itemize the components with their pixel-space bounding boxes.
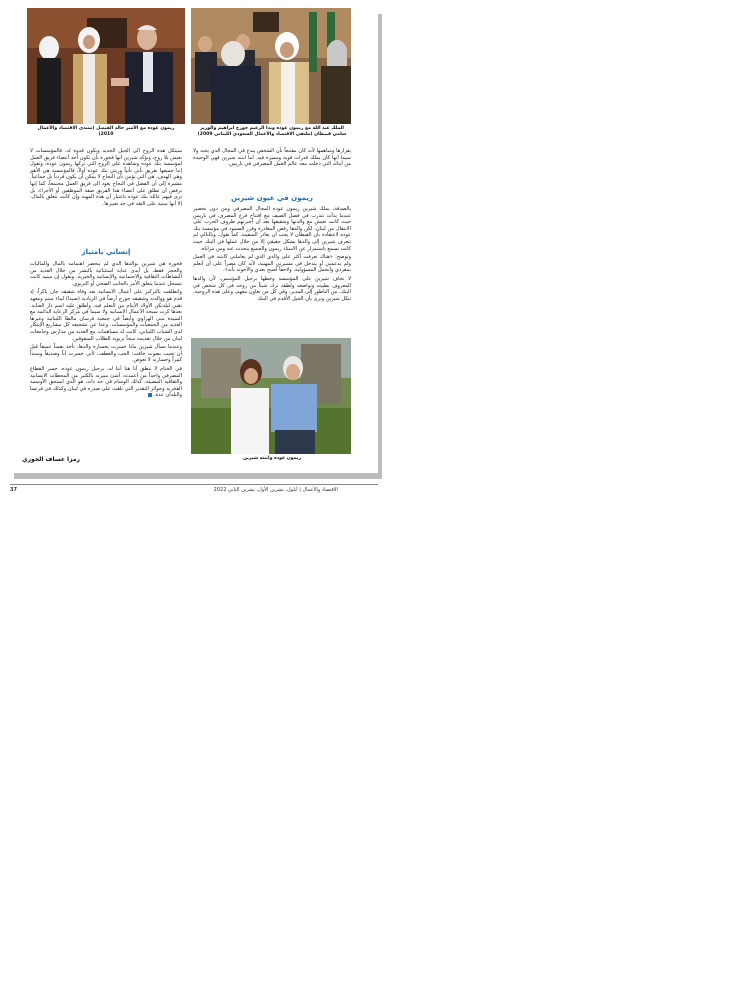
article-paragraph: وتوضح: «هناك تعرفت أكثر على والدي الذي لم يعاملني كابنته في العمل ولم يدعمني أو يتدخل في مسيرتي المهنية، لأنه كان مصراً على أن أتعلم بمفردي وأتحمل المسؤولية، ولاحقاً أصبح بعدي والأخوته بأنه».: [193, 254, 351, 274]
page-footer: [10, 484, 378, 495]
photo-raymond-and-shirin: [191, 338, 351, 454]
article-column-right: [193, 148, 351, 194]
article-paragraph: وانطلقت بالتركيز على أعمال الانسانية بعد وفاة شقيقه جان باكراً، إذ قدم هو ووالدته وشقيقه جورج أرضاً في الزيادية (صيدا) لبناء ميتم ومعهد تقني لبلدتكن الأولاد الأيتام من التعلم فيه، وأطلق عليه اسم دار العناية. بعدها كرت سبحة الأعمال الانسانية ولا سيما في مركز الرعاية الدائمة مع السيدة منى الهراوي وأيضاً في جمعية فرسان مالطا اللبنانية وغيرها العديد من الجمعيات والمؤسسات. وعدا عن تشجيعه كل مشاريع الإبتكار لدى الشباب اللبناني، كانت له مساهمات مع العديد من مدارس وجامعات لبنان من خلال تقديمه منحاً تربوية للطلاب المتفوقين.: [30, 289, 182, 342]
article-paragraph: فخورة هي شيرين بوالدها الذي لم ينحصر اهتمامه بالمال والماليات والحجر فقط، بل أبدى عناية استثنائية بالبشر من خلال العديد من النشاطات الثقافية والاجتماعية والإنسانية والخيرية. وتقول إن مبنيه كانت تتسحل عندما يتعلق الأمر بالجانب الصحي أو التربوي.: [30, 261, 182, 287]
end-square-icon: [148, 393, 152, 397]
article-paragraph: بالصدفة، يملك شيرين ريمون عوده المجال المصرفي ومن دون تحضير عندما بدأت تتدرب في فصل الصيف مع افتتاح فرع المصرف في باريس حيث كانت تعيش مع والدتها وشقيقها بعد أن أجبرتهم ظروف الحرب على الانتقال من لبنان، لكن والدها رفض المغادرة وقرر الصمود في مؤسسة بنك عوده لاعتقاده بأن القبطان لا يجب أن يغادر السفينة، كما تقول. وبالتالي لم تتعرف شيرين إلى والدها بشكل حقيقي إلا من خلال عملها في البنك حيث كانت تسمع باستمرار عن الاستاذ ريمون والجميع يتحدث عنه ومن مزاياه.: [193, 206, 351, 252]
subheading-humane: إنساني بامتياز: [81, 248, 131, 256]
subheading-raymond-in-shirin-eyes: ريمون في عيون شيرين: [231, 194, 313, 202]
photo-caption-king: الملك عبد الله مع ريمون عوده وبدا الزعيم جورج ابراهيم والوزير سامي قبيطان (ملتقى الاقتصاد والأعمال السعودي اللبناني 2009): [197, 126, 347, 137]
magazine-page: [10, 8, 378, 473]
article-column-left: [30, 148, 182, 248]
article-paragraph: [30, 366, 182, 399]
photo-caption-raymond-shirin: ريمون عوده وابنته شيرين: [243, 456, 301, 461]
photo-caption-prince: ريمون عوده مع الأمير خالد الفيصل (منتدى الاقتصاد والأعمال 2010): [37, 126, 175, 137]
article-column-left-body: [30, 261, 182, 453]
page-number: 37: [10, 487, 17, 493]
photo-prince-khaled: [27, 8, 185, 124]
article-paragraph: سيتكل هذه الروح الى الجيل الجديد ويكون قدوة له، فالمؤسسات لا تعيش بلا روح، وتؤكد شيرين أنها فخورة بأن تكون أحد أعضاء فريق العمل لمؤسسة بنك عوده وشاهدة على الروح التي تركها ريمون عوده، وتقول إننا جميعها نفريق نأتي تأتياً وريثي بنك عوده أولاً، فالمؤسسة هي الأهم وهي الهدف، هي التي تؤمن بأن النجاح لا يمكن أن يكون فردياً بل جماعياً. مشيرة إلى أن الفضل في النجاح يعود الى فريق العمل مجتمعاً، كما إنها ترفض أن تطلق على أعضاء هذا الفريق صفة الموظفين أو الأجراء، بل ترى فيهم عائلة بنك عوده باعتبار أن هذه المهنة وإن كانت تتعلق بالمال، إلا أنها مبنية على الثقة في حد تعبيرها.: [30, 148, 182, 207]
article-paragraph: وعندما نسأل شيرين ماذا خسرت بخسارة والدها، تأخذ نفساً عميقاً قبل أن تجيب بصوت خافت: الحب والعطف، لأني خسرت أباً وصديقاً وسنداً كبيراً وخسارته لا تعوض.: [30, 344, 182, 364]
article-paragraph: لا تخاف شيرين على المؤسسة وخطها برحيل المؤسس، لأن والدها المعروف بطيبته وتواضعه ولطفه ترك شيئاً من روحه في كل شخص في البنك، من الناطور إلى المدير، وفي كل من تعاون معهم، وعلى هذه الروحية، تتكل شيرين وترى بأن الجيل الأقدم في البنك: [193, 275, 351, 302]
magazine-issue: الاقتصاد والأعمال | أيلول، تشرين الأول، تشرين الثاني 2022: [213, 487, 338, 493]
article-column-right-body: [193, 206, 351, 342]
photo-king-abdullah: [191, 8, 351, 124]
article-paragraph: بقرارها وساهمها لأنه كان مقتنعاً بأن الشخص يبدع في المجال الذي يحبه ولا سيما أنها كان يملك قدرات قوية ومميزة فيه. أما ابنته شيرين فهي الوحيدة من أبنائه التي دخلت معه عالم العمل المصرفي في باريس.: [193, 148, 351, 168]
article-paragraph-text: في الختام لا ننطق أنا هنا أننا له، برحيل ريمون عوده، خسر القطاع المصرفي واحداً من أعمدته، أشئ مبيرته بالكثير من المحطات الانسانية والثقافية المضيئة، كذلك الوسام في حد ذاته، هو الذي استحق الأوسمة الفخرية وجوائز التقدير التي تلقت على صدره في لبنان وكذلك في فرنسا والبلدان عدة.: [30, 365, 182, 399]
author-signature: رمزا عساف الخوري: [22, 456, 80, 463]
